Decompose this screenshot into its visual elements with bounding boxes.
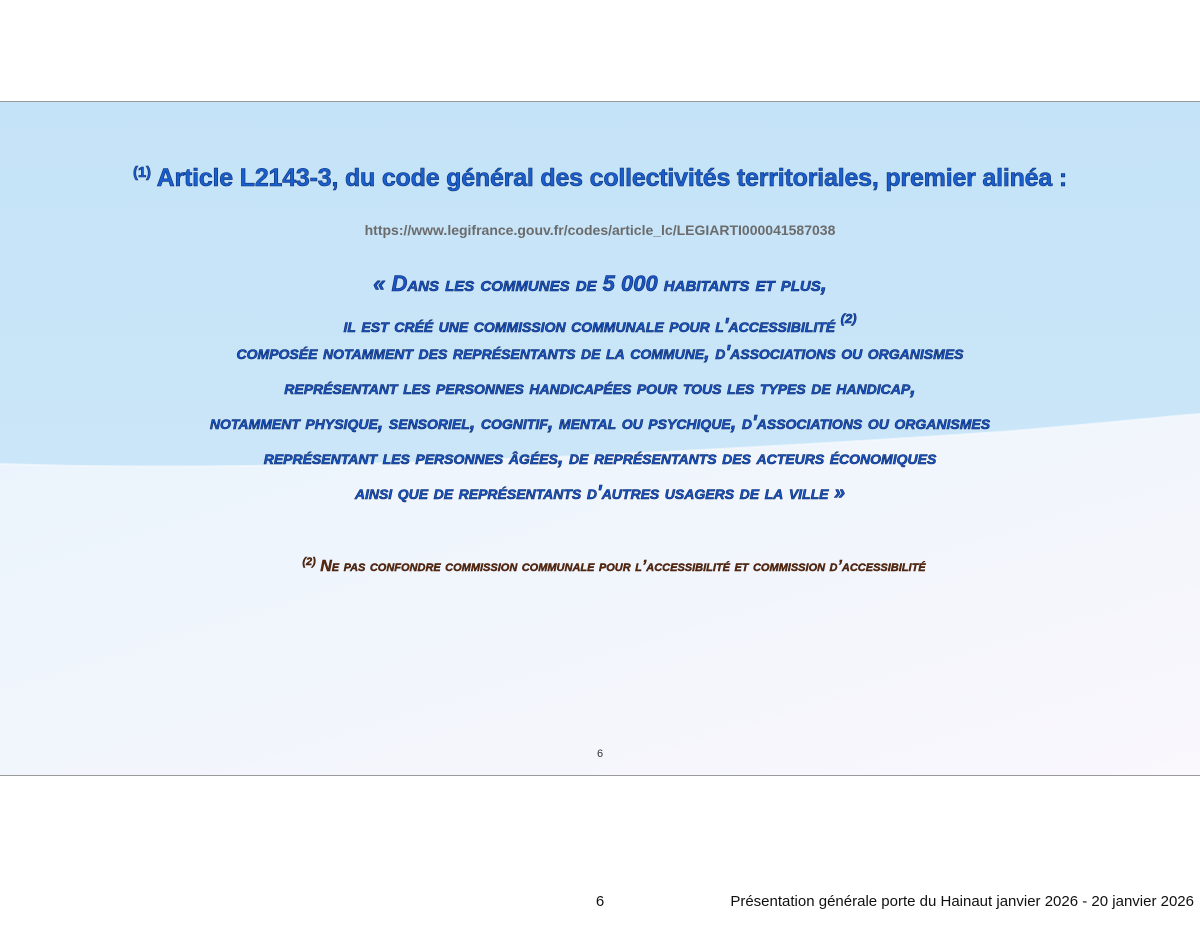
source-url[interactable]: https://www.legifrance.gouv.fr/codes/article_lc/LEGIARTI000041587038 bbox=[364, 222, 836, 238]
slide-number: 6 bbox=[596, 748, 604, 760]
quote-line-7: ainsi que de représentants d'autres usagers de la ville » bbox=[354, 482, 846, 504]
footnote-marker: (2) bbox=[302, 556, 316, 568]
quote-line-1: « Dans les communes de 5 000 habitants et plus, bbox=[373, 271, 827, 296]
legal-quote bbox=[0, 266, 1200, 511]
footnote-text: Ne pas confondre commission communale pour l’accessibilité et commission d’accessibilité bbox=[320, 558, 926, 575]
quote-line-4: représentant les personnes handicapées pour tous les types de handicap, bbox=[284, 377, 916, 399]
title-footnote-marker: (1) bbox=[133, 164, 151, 181]
quote-line-2-text: il est créé une commission communale pour l'accessibilité bbox=[343, 315, 836, 337]
footer-text: Présentation générale porte du Hainaut janvier 2026 - 20 janvier 2026 bbox=[730, 893, 1194, 910]
quote-line-3: composée notamment des représentants de la commune, d'associations ou organismes bbox=[236, 342, 964, 364]
quote-footnote-marker: (2) bbox=[840, 311, 857, 326]
quote-line-6: représentant les personnes âgées, de représentants des acteurs économiques bbox=[263, 447, 937, 469]
footnote bbox=[0, 556, 1200, 576]
quote-line-5: notamment physique, sensoriel, cognitif, mental ou psychique, d'associations ou organismes bbox=[209, 412, 991, 434]
slide bbox=[0, 101, 1200, 776]
article-title-text: Article L2143-3, du code général des collectivités territoriales, premier alinéa : bbox=[156, 164, 1067, 192]
footer-page-number: 6 bbox=[595, 893, 605, 910]
article-title bbox=[0, 164, 1200, 193]
quote-line-2 bbox=[0, 301, 1200, 336]
